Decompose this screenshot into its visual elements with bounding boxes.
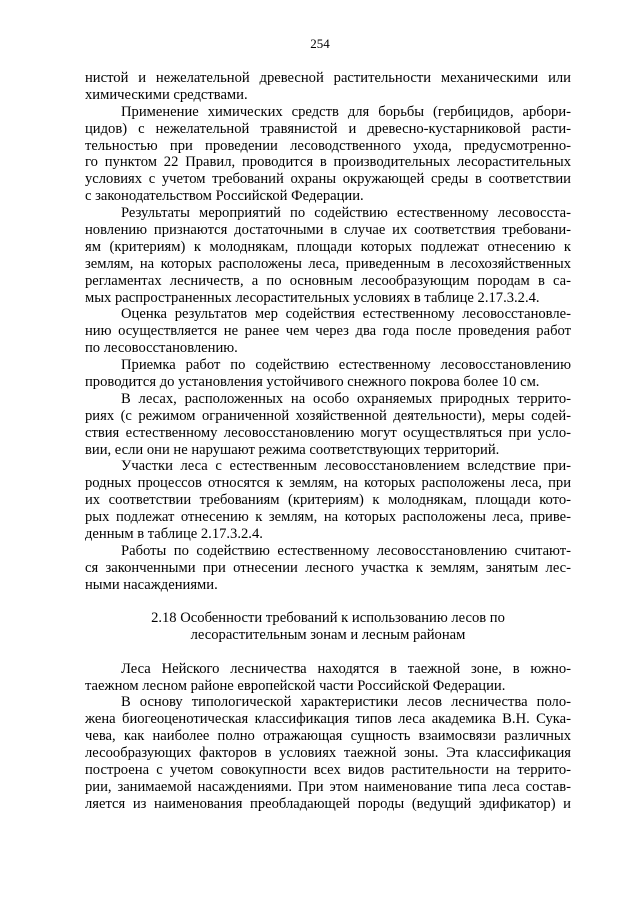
text-line: с законодательством Российской Федерации. bbox=[85, 188, 364, 205]
text-line: Участки леса с естественным лесовосстановлением вследствие при- bbox=[121, 458, 571, 475]
paragraph bbox=[85, 306, 571, 357]
text-line: построена с учетом совокупности всех видов растительности на террито- bbox=[85, 761, 571, 778]
text-line: землям, на которых расположены леса, приведенным в лесохозяйственных bbox=[85, 255, 571, 272]
text-line: цидов) с нежелательной травянистой и древесно-кустарниковой расти- bbox=[85, 120, 571, 137]
text-line: новлению признаются достаточными в случае их соответствия требовани- bbox=[85, 222, 571, 239]
text-line: их соответствии требованиям (критериям) к молоднякам, площади кото- bbox=[85, 492, 571, 509]
text-line: риях (с режимом ограниченной хозяйственной деятельности), меры содей- bbox=[85, 407, 571, 424]
text-line: нистой и нежелательной древесной растительности механическими или bbox=[85, 70, 571, 86]
text-line: ными насаждениями. bbox=[85, 576, 218, 593]
paragraph bbox=[85, 543, 571, 594]
text-line: по лесовосстановлению. bbox=[85, 340, 238, 357]
heading-line-2: лесорастительным зонам и лесным районам bbox=[190, 626, 466, 643]
paragraph bbox=[85, 104, 571, 205]
text-line: рых подлежат отнесению к землям, на которых расположены леса, приве- bbox=[85, 509, 571, 526]
text-line: таежном лесном районе европейской части Российской Федерации. bbox=[85, 677, 506, 694]
paragraph bbox=[85, 391, 571, 459]
text-line: регламентах лесничеств, а по основным лесообразующим породам в са- bbox=[85, 272, 571, 289]
text-line: Оценка результатов мер содействия естественному лесовосстановле- bbox=[121, 306, 571, 323]
text-line: условиях с учетом требований охраны окружающей среды в соответствии bbox=[85, 171, 571, 188]
paragraph bbox=[85, 661, 571, 695]
text-line: Результаты мероприятий по содействию естественному лесовосста- bbox=[121, 205, 571, 222]
text-line: ляется из наименования преобладающей породы (ведущий эдификатор) и bbox=[85, 795, 571, 812]
paragraph bbox=[85, 70, 571, 104]
text-line: ям (критериям) к молоднякам, площади которых подлежат отнесению к bbox=[85, 238, 571, 255]
paragraph bbox=[85, 205, 571, 306]
text-line: денным в таблице 2.17.3.2.4. bbox=[85, 526, 263, 543]
text-line: Работы по содействию естественному лесовосстановлению считают- bbox=[121, 542, 571, 559]
heading-line-1: 2.18 Особенности требований к использованию лесов по bbox=[151, 609, 505, 626]
document-body bbox=[85, 70, 571, 813]
paragraph bbox=[85, 458, 571, 542]
section-text-after-heading bbox=[85, 661, 571, 813]
text-line: Применение химических средств для борьбы (гербицидов, арбори- bbox=[121, 103, 571, 120]
text-line: ствия естественному лесовосстановлению могут осуществляться при усло- bbox=[85, 424, 571, 441]
section-text-before-heading bbox=[85, 70, 571, 594]
text-line: чева, как наиболее полно отражающая сущность взаимосвязи различных bbox=[85, 728, 571, 745]
text-line: го пунктом 22 Правил, проводится в производительных лесорастительных bbox=[85, 154, 571, 171]
text-line: В основу типологической характеристики лесов лесничества поло- bbox=[121, 694, 571, 711]
text-line: мых распространенных лесорастительных условиях в таблице 2.17.3.2.4. bbox=[85, 289, 540, 306]
text-line: ся законченными при отнесении лесного участка к землям, занятым лес- bbox=[85, 559, 571, 576]
paragraph bbox=[85, 694, 571, 812]
page-number: 254 bbox=[310, 36, 330, 51]
text-line: родных процессов относятся к землям, на которых расположены леса, при bbox=[85, 475, 571, 492]
text-line: вии, если они не нарушают режима соответствующих территорий. bbox=[85, 441, 500, 458]
text-line: нию осуществляется не ранее чем через два года после проведения работ bbox=[85, 323, 571, 340]
text-line: В лесах, расположенных на особо охраняемых природных террито- bbox=[121, 390, 571, 407]
section-heading bbox=[85, 610, 571, 644]
text-line: жена биогеоценотическая классификация типов леса академика В.Н. Сука- bbox=[85, 711, 571, 728]
text-line: химическими средствами. bbox=[85, 86, 248, 103]
paragraph bbox=[85, 357, 571, 391]
text-line: Приемка работ по содействию естественному лесовосстановлению bbox=[121, 357, 571, 374]
text-line: рии, занимаемой насаждениями. При этом наименование типа леса состав- bbox=[85, 778, 571, 795]
text-line: тельностью при проведении лесоводственного ухода, предусмотренно- bbox=[85, 137, 571, 154]
text-line: Леса Нейского лесничества находятся в таежной зоне, в южно- bbox=[121, 660, 571, 677]
text-line: проводится до установления устойчивого снежного покрова более 10 см. bbox=[85, 374, 540, 391]
text-line: лесообразующих факторов в условиях таежной зоны. Эта классификация bbox=[85, 745, 571, 762]
